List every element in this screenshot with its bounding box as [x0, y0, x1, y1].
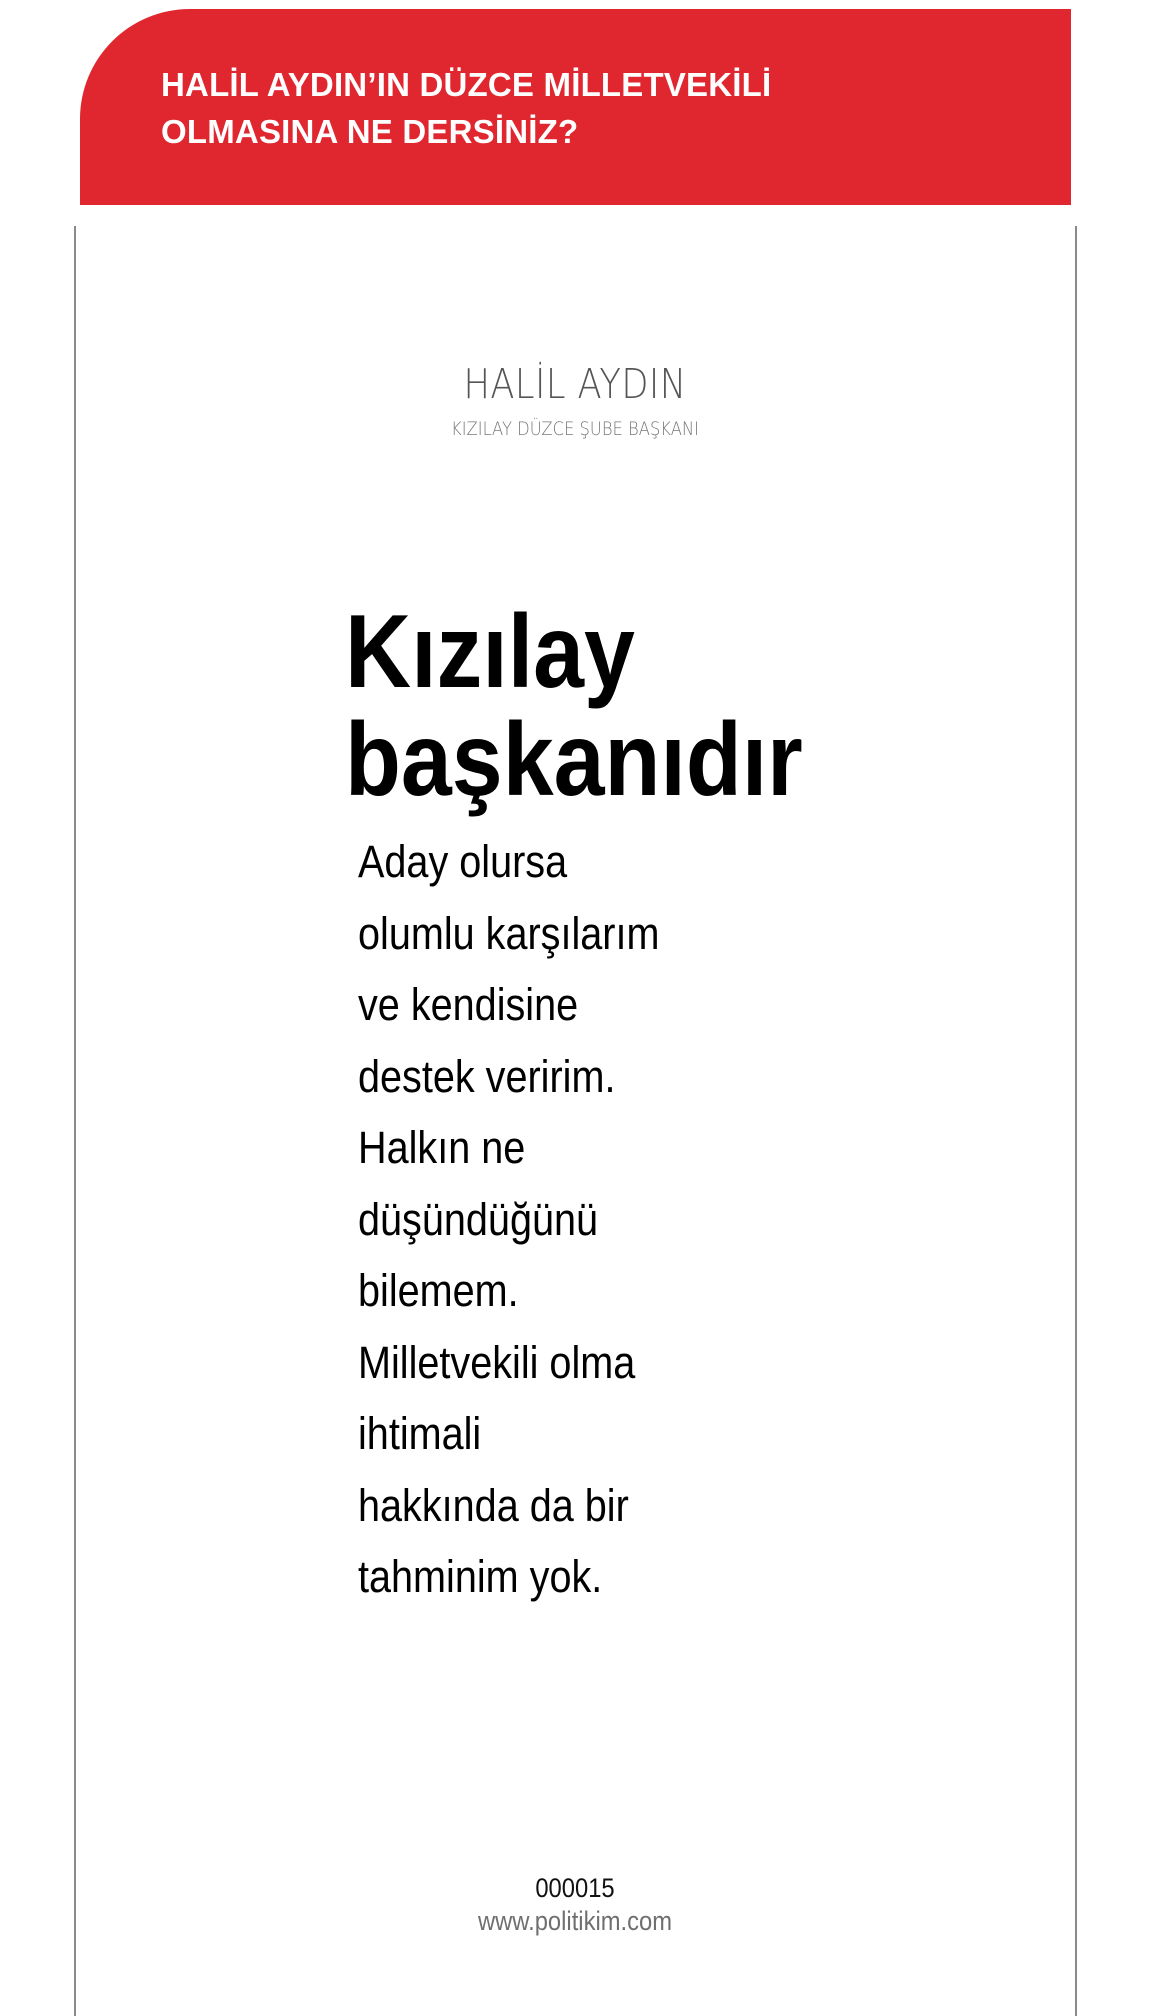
source-url: www.politikim.com — [477, 1906, 673, 1936]
left-frame-border — [74, 226, 76, 2016]
right-frame-border — [1075, 226, 1077, 2016]
answer-headline: Kızılay başkanıdır — [345, 594, 803, 818]
question-title: HALİL AYDIN’IN DÜZCE MİLLETVEKİLİ OLMASINA NE DERSİNİZ? — [161, 66, 772, 150]
question-banner — [80, 9, 1071, 205]
answer-body: Aday olursa olumlu karşılarım ve kendisine destek veririm. Halkın ne düşündüğünü bilemem. Milletvekili olma ihtimali hakkında da bir tahminim yok. — [358, 836, 660, 1602]
person-title: KIZILAY DÜZCE ŞUBE BAŞKANI — [451, 418, 699, 440]
page-number: 000015 — [535, 1873, 615, 1903]
person-name: HALİL AYDIN — [463, 360, 687, 408]
